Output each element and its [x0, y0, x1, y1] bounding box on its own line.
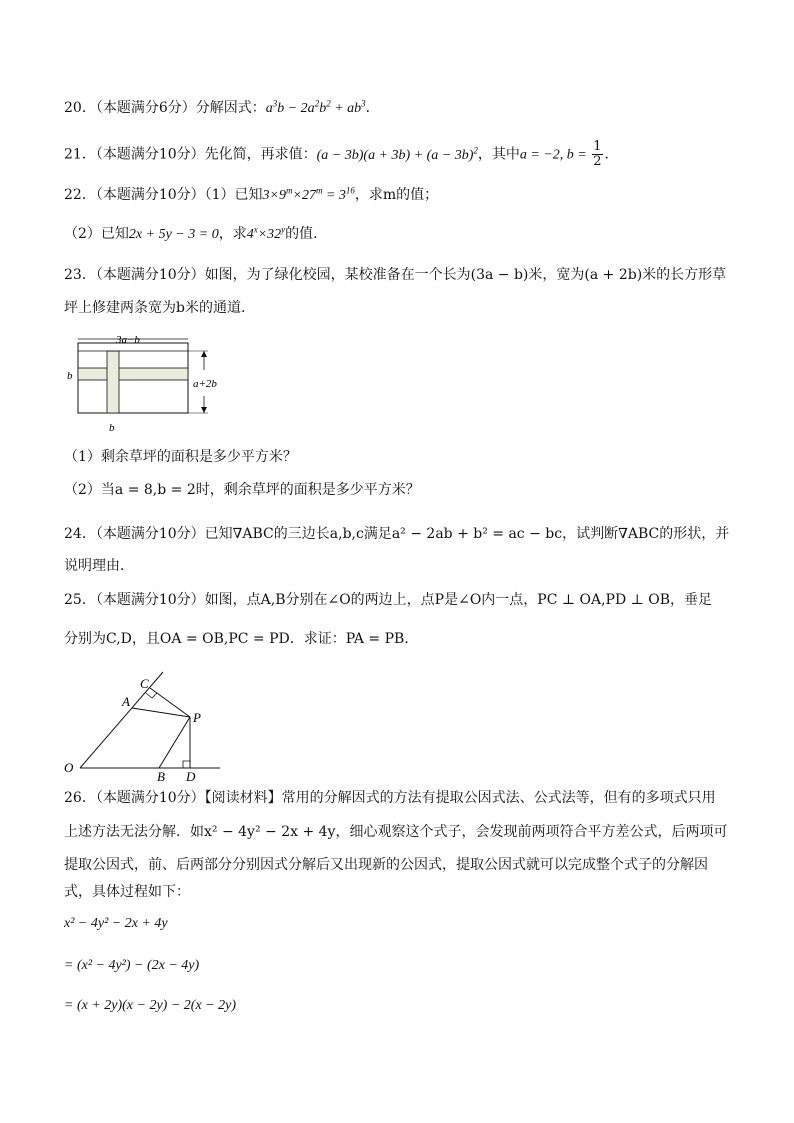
angle-figure	[62, 662, 242, 782]
label-B: B	[157, 769, 165, 782]
bottom-path-label: b	[109, 422, 115, 434]
question-24-line1: 24．（本题满分10分）已知∇ABC的三边长a,b,c满足a² − 2ab + b² = ac − bc，试判断∇ABC的形状，并	[64, 526, 730, 542]
q22-expression-1: $3\times 9^m\times 27^m = 3^{16}$	[262, 185, 355, 203]
derivation-step-1: x² − 4y² − 2x + 4y	[64, 916, 168, 931]
derivation-step-2: = (x² − 4y²) − (2x − 4y)	[64, 958, 200, 973]
lawn-figure	[62, 330, 237, 438]
q21-expression: $(a - 3b)(a + 3b) + (a - 3b)^2$	[316, 144, 478, 163]
q21-fraction: $\frac{1}{2}$	[593, 139, 602, 169]
question-22-part2: （2）已知2x + 5y − 3 = 0，求$4^x\times 32^y$的值．	[64, 224, 328, 242]
question-20: 20．（本题满分6分）分解因式：$a^3b - 2a^2b^2 + ab^3$．	[64, 98, 380, 116]
question-26-line1: 26．（本题满分10分）【阅读材料】常用的分解因式的方法有提取公因式法、公式法等，但有的多项式只用	[64, 790, 716, 806]
question-23-line2: 坪上修建两条宽为b米的通道．	[64, 300, 255, 316]
label-C: C	[140, 676, 149, 691]
question-26-line3: 提取公因式，前、后两部分分别因式分解后又出现新的公因式，提取公因式就可以完成整个式子的分解因	[64, 857, 708, 873]
derivation-step-3: = (x + 2y)(x − 2y) − 2(x − 2y)	[64, 998, 236, 1013]
label-P: P	[193, 710, 201, 725]
question-25-line1: 25．（本题满分10分）如图，点A,B分别在∠O的两边上，点P是∠O内一点，PC ⊥ OA,PD ⊥ OB，垂足	[64, 592, 713, 608]
q22-expression-3: $4^x\times 32^y$	[246, 224, 286, 242]
question-26-line4: 式，具体过程如下：	[64, 884, 190, 900]
label-A: A	[122, 694, 130, 709]
right-dimension-label: a+2b	[193, 378, 217, 390]
q20-expression: $a^3b - 2a^2b^2 + ab^3$	[265, 98, 366, 116]
question-24-line2: 说明理由．	[64, 558, 134, 574]
question-23-line1: 23．（本题满分10分）如图，为了绿化校园，某校准备在一个长为(3a − b)米，宽为(a + 2b)米的长方形草	[64, 267, 727, 283]
question-26-line2: 上述方法无法分解．如x² − 4y² − 2x + 4y，细心观察这个式子，会发现前两项符合平方差公式，后两项可	[64, 824, 728, 840]
label-D: D	[186, 769, 196, 782]
q21-prefix: 21．（本题满分10分）先化简，再求值：	[64, 146, 317, 163]
question-23-sub2: （2）当a = 8,b = 2时，剩余草坪的面积是多少平方米？	[64, 482, 420, 498]
top-dimension-label: 3a−b	[116, 334, 140, 346]
q21-condition: a = −2, b =	[519, 147, 591, 163]
left-path-label: b	[67, 370, 73, 382]
horizontal-path	[78, 368, 188, 380]
question-23-sub1: （1）剩余草坪的面积是多少平方米？	[64, 449, 297, 465]
q22-expression-2: 2x + 5y − 3 = 0	[128, 227, 219, 242]
question-21: 21．（本题满分10分）先化简，再求值：$(a - 3b)(a + 3b) + (a - 3b)^2$，其中a = −2, b = $\frac{1}{2}$ ．	[64, 139, 619, 169]
label-O: O	[64, 760, 74, 775]
vertical-path	[107, 351, 119, 413]
question-25-line2: 分别为C,D，且OA = OB,PC = PD．求证：PA = PB．	[64, 631, 419, 647]
q20-prefix: 20．（本题满分6分）分解因式：	[64, 100, 266, 116]
question-22-part1: 22．（本题满分10分）（1）已知$3\times 9^m\times 27^m = 3^{16}$，求m的值；	[64, 185, 439, 203]
